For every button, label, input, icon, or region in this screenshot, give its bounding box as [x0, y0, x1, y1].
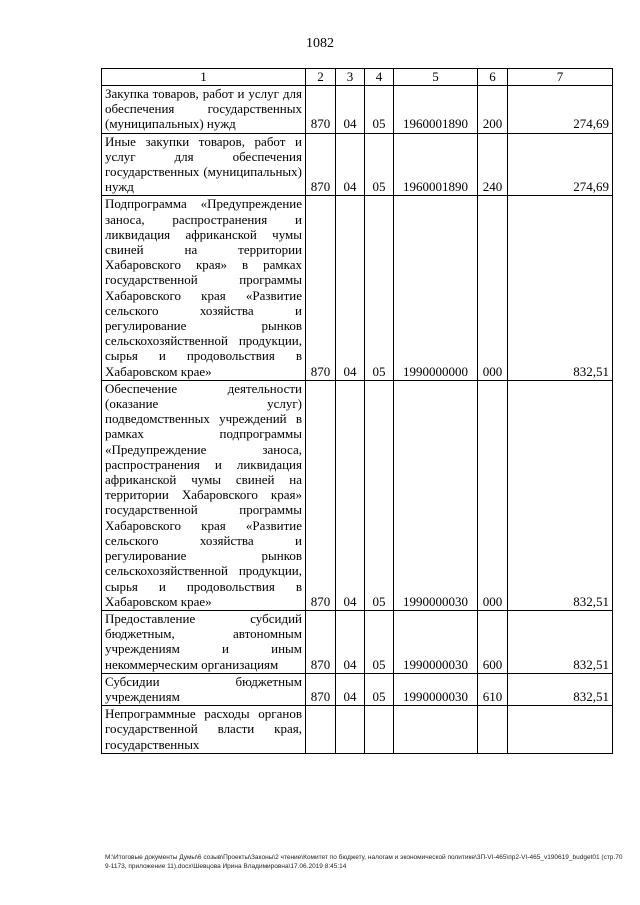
row-target: 1990000030	[394, 610, 478, 673]
budget-table	[101, 68, 613, 754]
row-ministry: 870	[306, 673, 336, 705]
row-ministry: 870	[306, 196, 336, 380]
row-name: Закупка товаров, работ и услуг для обеспечения государственных (муниципальных) нужд	[102, 86, 306, 134]
row-amount	[508, 706, 613, 754]
row-type: 000	[478, 380, 508, 610]
table-row	[102, 380, 613, 610]
table-row	[102, 706, 613, 754]
row-type: 600	[478, 610, 508, 673]
row-name: Предоставление субсидий бюджетным, автономным учреждениям и иным некоммерческим организациям	[102, 610, 306, 673]
page-number: 1082	[306, 36, 334, 51]
column-header-type: 6	[478, 69, 508, 86]
row-name: Субсидии бюджетным учреждениям	[102, 673, 306, 705]
row-target: 1960001890	[394, 133, 478, 196]
row-type: 240	[478, 133, 508, 196]
row-amount: 832,51	[508, 196, 613, 380]
row-subsection: 05	[365, 673, 394, 705]
row-type: 200	[478, 86, 508, 134]
row-subsection: 05	[365, 610, 394, 673]
row-subsection: 05	[365, 380, 394, 610]
row-subsection: 05	[365, 86, 394, 134]
row-section: 04	[336, 673, 365, 705]
row-name: Подпрограмма «Предупреждение заноса, распространения и ликвидация африканской чумы свиней на территории Хабаровского края» в рамках государственной программы Хабаровского края «Развитие сельского хозяйства и регулирование рынков сельскохозяйственной продукции, сырья и продовольствия в Хабаровском крае»	[102, 196, 306, 380]
row-subsection: 05	[365, 196, 394, 380]
row-target: 1990000030	[394, 380, 478, 610]
row-section: 04	[336, 380, 365, 610]
column-header-target: 5	[394, 69, 478, 86]
row-target: 1960001890	[394, 86, 478, 134]
row-type: 610	[478, 673, 508, 705]
row-amount: 274,69	[508, 86, 613, 134]
column-header-ministry: 2	[306, 69, 336, 86]
table-header-row	[102, 69, 613, 86]
row-subsection: 05	[365, 133, 394, 196]
row-amount: 832,51	[508, 610, 613, 673]
row-target: 1990000000	[394, 196, 478, 380]
row-target	[394, 706, 478, 754]
row-name: Обеспечение деятельности (оказание услуг) подведомственных учреждений в рамках подпрограммы «Предупреждение заноса, распространения и ликвидация африканской чумы свиней на территории Хабаровского края» государственной программы Хабаровского края «Развитие сельского хозяйства и регулирование рынков сельскохозяйственной продукции, сырья и продовольствия в Хабаровском крае»	[102, 380, 306, 610]
row-amount: 274,69	[508, 133, 613, 196]
row-ministry: 870	[306, 610, 336, 673]
row-target: 1990000030	[394, 673, 478, 705]
document-footer-path: М:\Итоговые документы Думы\6 созыв\Проекты\Законы\2 чтение\Комитет по бюджету, налогам и экономической политике\3П-VI-465\пр2-VI-465_v190619_budget01 (стр.709-1173, приложение 11).docx\Шевцова Ирина Владимировна\17.06.2019 8:45:14	[105, 854, 623, 870]
row-ministry: 870	[306, 380, 336, 610]
row-name: Иные закупки товаров, работ и услуг для обеспечения государственных (муниципальных) нужд	[102, 133, 306, 196]
row-type: 000	[478, 196, 508, 380]
row-section: 04	[336, 610, 365, 673]
row-ministry: 870	[306, 86, 336, 134]
row-section	[336, 706, 365, 754]
column-header-section: 3	[336, 69, 365, 86]
table-row	[102, 610, 613, 673]
row-name: Непрограммные расходы органов государственной власти края, государственных	[102, 706, 306, 754]
row-section: 04	[336, 196, 365, 380]
table-row	[102, 133, 613, 196]
row-amount: 832,51	[508, 673, 613, 705]
row-type	[478, 706, 508, 754]
column-header-subsection: 4	[365, 69, 394, 86]
table-row	[102, 196, 613, 380]
row-ministry	[306, 706, 336, 754]
row-section: 04	[336, 133, 365, 196]
row-section: 04	[336, 86, 365, 134]
row-subsection	[365, 706, 394, 754]
row-ministry: 870	[306, 133, 336, 196]
table-row	[102, 673, 613, 705]
column-header-name: 1	[102, 69, 306, 86]
row-amount: 832,51	[508, 380, 613, 610]
column-header-amount: 7	[508, 69, 613, 86]
table-row	[102, 86, 613, 134]
